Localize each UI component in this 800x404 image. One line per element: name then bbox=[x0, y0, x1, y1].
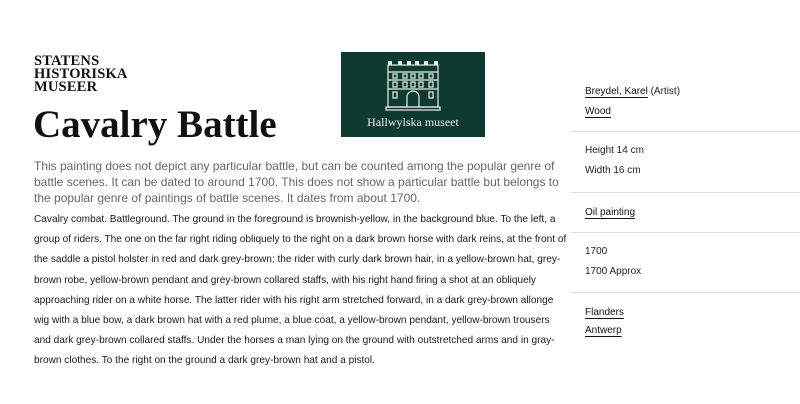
logo-line-3: MUSEER bbox=[34, 79, 98, 95]
date-value: 1700 bbox=[585, 246, 608, 257]
technique-entry bbox=[585, 207, 635, 218]
material-link[interactable]: Wood bbox=[585, 106, 611, 117]
description-text: Cavalry combat. Battleground. The ground in the foreground is brownish-yellow, in the background blue. To the left, a group of riders. The one on the far right riding obliquely to the right on a dark brown horse with dark reins, at the front of the saddle a pistol holster in red and dark grey-brown; the rider with curly dark brown hair, in a yellow-brown hat, grey-brown robe, yellow-brown pendant and grey-brown collared staffs, with his right hand firing a shot at an obliquely approaching rider on a white horse. The latter rider with his right arm stretched forward, in a dark grey-brown allonge wig with a blue bow, a dark brown hat with a red plume, a blue coat, a yellow-brown pendant, yellow-brown trousers and dark grey-brown collared staffs. Under the horses a man lying on the ground with outstretched arms and in gray-brown clothes. To the right on the ground a dark grey-brown hat and a pistol. bbox=[34, 214, 567, 367]
height-value: Height 14 cm bbox=[585, 145, 644, 156]
divider bbox=[571, 292, 800, 293]
museum-banner[interactable] bbox=[341, 52, 485, 137]
metadata-sidebar bbox=[571, 0, 800, 404]
date-approx-value: 1700 Approx bbox=[585, 266, 642, 277]
technique-link[interactable]: Oil painting bbox=[585, 207, 636, 218]
intro-text: This painting does not depict any particular battle, but can be counted among the popular genre of battle scenes. It can be dated to around 1700. This does not show a particular battle but belongs to the popular genre of paintings of battle scenes. It dates from about 1700. bbox=[34, 159, 559, 206]
hallwylska-building-icon bbox=[385, 60, 441, 112]
material-entry bbox=[585, 106, 611, 117]
artist-entry bbox=[585, 86, 680, 97]
divider bbox=[571, 131, 800, 132]
page-title: Cavalry Battle bbox=[33, 103, 277, 146]
divider bbox=[571, 192, 800, 193]
museum-name: Hallwylska museet bbox=[367, 115, 459, 129]
width-value: Width 16 cm bbox=[585, 165, 641, 176]
place-region-entry bbox=[585, 307, 624, 318]
place-region-link[interactable]: Flanders bbox=[585, 307, 624, 318]
logo-line-1: STATENS bbox=[34, 53, 100, 69]
artist-link[interactable]: Breydel, Karel bbox=[585, 86, 648, 97]
divider bbox=[571, 232, 800, 233]
artist-role: (Artist) bbox=[650, 86, 681, 97]
statens-historiska-museer-logo[interactable] bbox=[34, 55, 128, 94]
place-city-entry bbox=[585, 325, 622, 336]
logo-line-2: HISTORISKA bbox=[34, 66, 128, 82]
place-city-link[interactable]: Antwerp bbox=[585, 325, 622, 336]
